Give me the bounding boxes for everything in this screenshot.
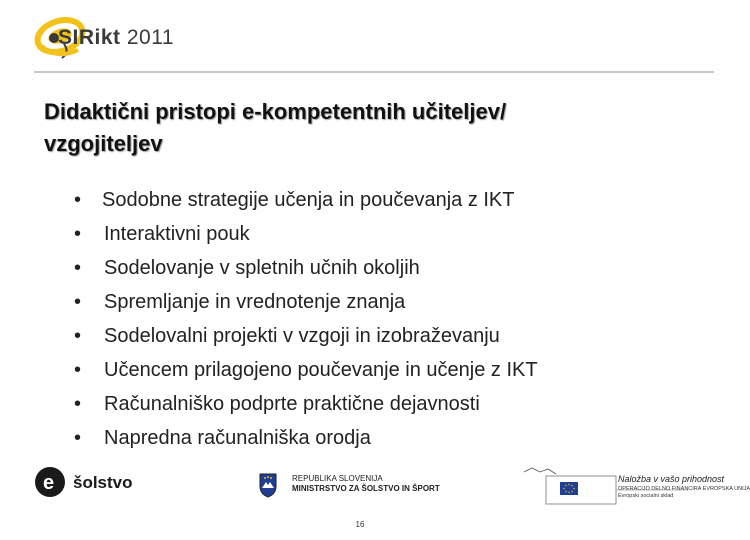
bullet-icon: • [74,427,82,449]
eu-subline-1: OPERACIJO DELNO FINANCIRA EVROPSKA UNIJA [618,486,750,492]
bullet-text: Sodobne strategije učenja in poučevanja z IKT [102,189,515,211]
ministry-name [292,474,440,494]
logo-brand: SIRikt [58,26,121,49]
bullet-text: Računalniško podprte praktične dejavnosti [104,393,480,415]
slide-title [44,96,684,160]
title-line-1: Didaktični pristopi e-kompetentnih učiteljev/ [44,99,507,124]
bullet-text: Spremljanje in vrednotenje znanja [104,291,406,313]
header-divider [34,71,714,73]
bullet-icon: • [74,359,82,381]
slovenia-crest-icon [258,472,278,498]
bullet-text: Interaktivni pouk [104,223,250,245]
bullet-icon: • [74,291,82,313]
eschool-label: šolstvo [73,473,133,492]
bullet-icon: • [74,257,82,279]
ministry-line-2: MINISTRSTVO ZA ŠOLSTVO IN ŠPORT [292,484,440,493]
bullet-icon: • [74,393,82,415]
bullet-text: Napredna računalniška orodja [104,427,371,449]
logo-wordmark [58,26,174,50]
logo-year: 2011 [126,26,175,49]
ministry-line-1: REPUBLIKA SLOVENIJA [292,474,383,483]
eu-subline-2: Evropski socialni sklad [618,493,674,499]
bullet-text: Učencem prilagojeno poučevanje in učenje z IKT [104,359,538,381]
bullet-icon: • [74,223,82,245]
bullet-icon: • [74,189,82,211]
svg-text:e: e [43,472,55,494]
eu-slogan: Naložba v vašo prihodnost [618,474,725,484]
bullet-text: Sodelovalni projekti v vzgoji in izobraževanju [104,325,500,347]
title-line-2: vzgojiteljev [44,131,163,156]
page-number: 16 [355,520,365,529]
bullet-text: Sodelovanje v spletnih učnih okoljih [104,257,420,279]
bullet-icon: • [74,325,82,347]
